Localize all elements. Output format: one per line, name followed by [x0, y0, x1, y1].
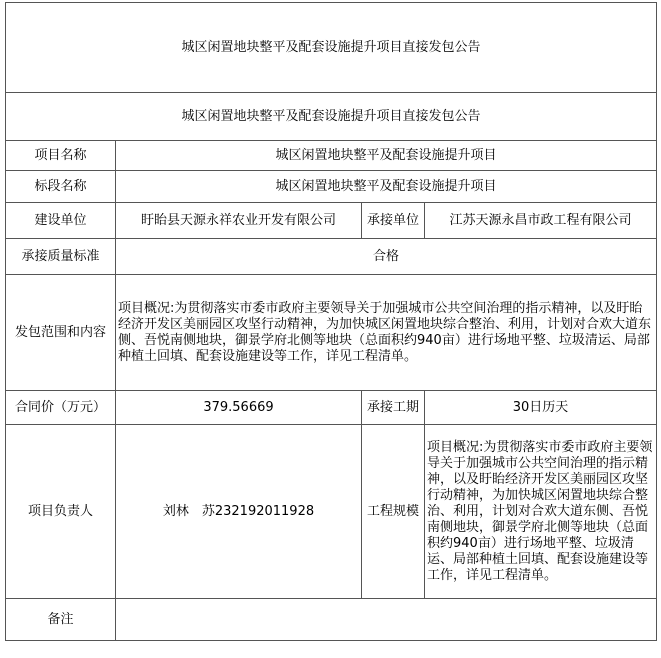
- document-subtitle: 城区闲置地块整平及配套设施提升项目直接发包公告: [6, 93, 657, 141]
- row-manager: [6, 425, 657, 599]
- document-title: 城区闲置地块整平及配套设施提升项目直接发包公告: [6, 3, 657, 93]
- manager-label: 项目负责人: [6, 425, 116, 599]
- project-name-label: 项目名称: [6, 141, 116, 171]
- duration-label: 承接工期: [362, 391, 425, 425]
- quality-value: 合格: [116, 239, 657, 275]
- project-name-value: 城区闲置地块整平及配套设施提升项目: [116, 141, 657, 171]
- quality-label: 承接质量标准: [6, 239, 116, 275]
- contract-label: 合同价（万元）: [6, 391, 116, 425]
- row-contract: [6, 391, 657, 425]
- remarks-value: [116, 599, 657, 641]
- manager-value: 刘林 苏232192011928: [116, 425, 362, 599]
- scope-label: 发包范围和内容: [6, 275, 116, 391]
- row-section-name: [6, 171, 657, 203]
- scope-value: 项目概况:为贯彻落实市委市政府主要领导关于加强城市公共空间治理的指示精神，以及盱眙经济开发区美丽园区攻坚行动精神，为加快城区闲置地块综合整治、利用，计划对合欢大道东侧、吾悦南侧地块，御景学府北侧等地块（总面积约940亩）进行场地平整、垃圾清运、局部种植土回填、配套设施建设等工作，详见工程清单。: [116, 275, 657, 391]
- section-name-value: 城区闲置地块整平及配套设施提升项目: [116, 171, 657, 203]
- contractor-label: 承接单位: [362, 203, 425, 239]
- builder-value: 盱眙县天源永祥农业开发有限公司: [116, 203, 362, 239]
- announcement-page: [5, 2, 656, 652]
- duration-value: 30日历天: [425, 391, 657, 425]
- announcement-table: [5, 2, 657, 641]
- scale-label: 工程规模: [362, 425, 425, 599]
- row-project-name: [6, 141, 657, 171]
- row-scope: [6, 275, 657, 391]
- remarks-label: 备注: [6, 599, 116, 641]
- builder-label: 建设单位: [6, 203, 116, 239]
- scale-value: 项目概况:为贯彻落实市委市政府主要领导关于加强城市公共空间治理的指示精神，以及盱眙经济开发区美丽园区攻坚行动精神，为加快城区闲置地块综合整治、利用，计划对合欢大道东侧、吾悦南侧地块，御景学府北侧等地块（总面积约940亩）进行场地平整、垃圾清运、局部种植土回填、配套设施建设等工作，详见工程清单。: [425, 425, 657, 599]
- contractor-value: 江苏天源永昌市政工程有限公司: [425, 203, 657, 239]
- row-quality: [6, 239, 657, 275]
- row-builder: [6, 203, 657, 239]
- contract-value: 379.56669: [116, 391, 362, 425]
- section-name-label: 标段名称: [6, 171, 116, 203]
- row-remarks: [6, 599, 657, 641]
